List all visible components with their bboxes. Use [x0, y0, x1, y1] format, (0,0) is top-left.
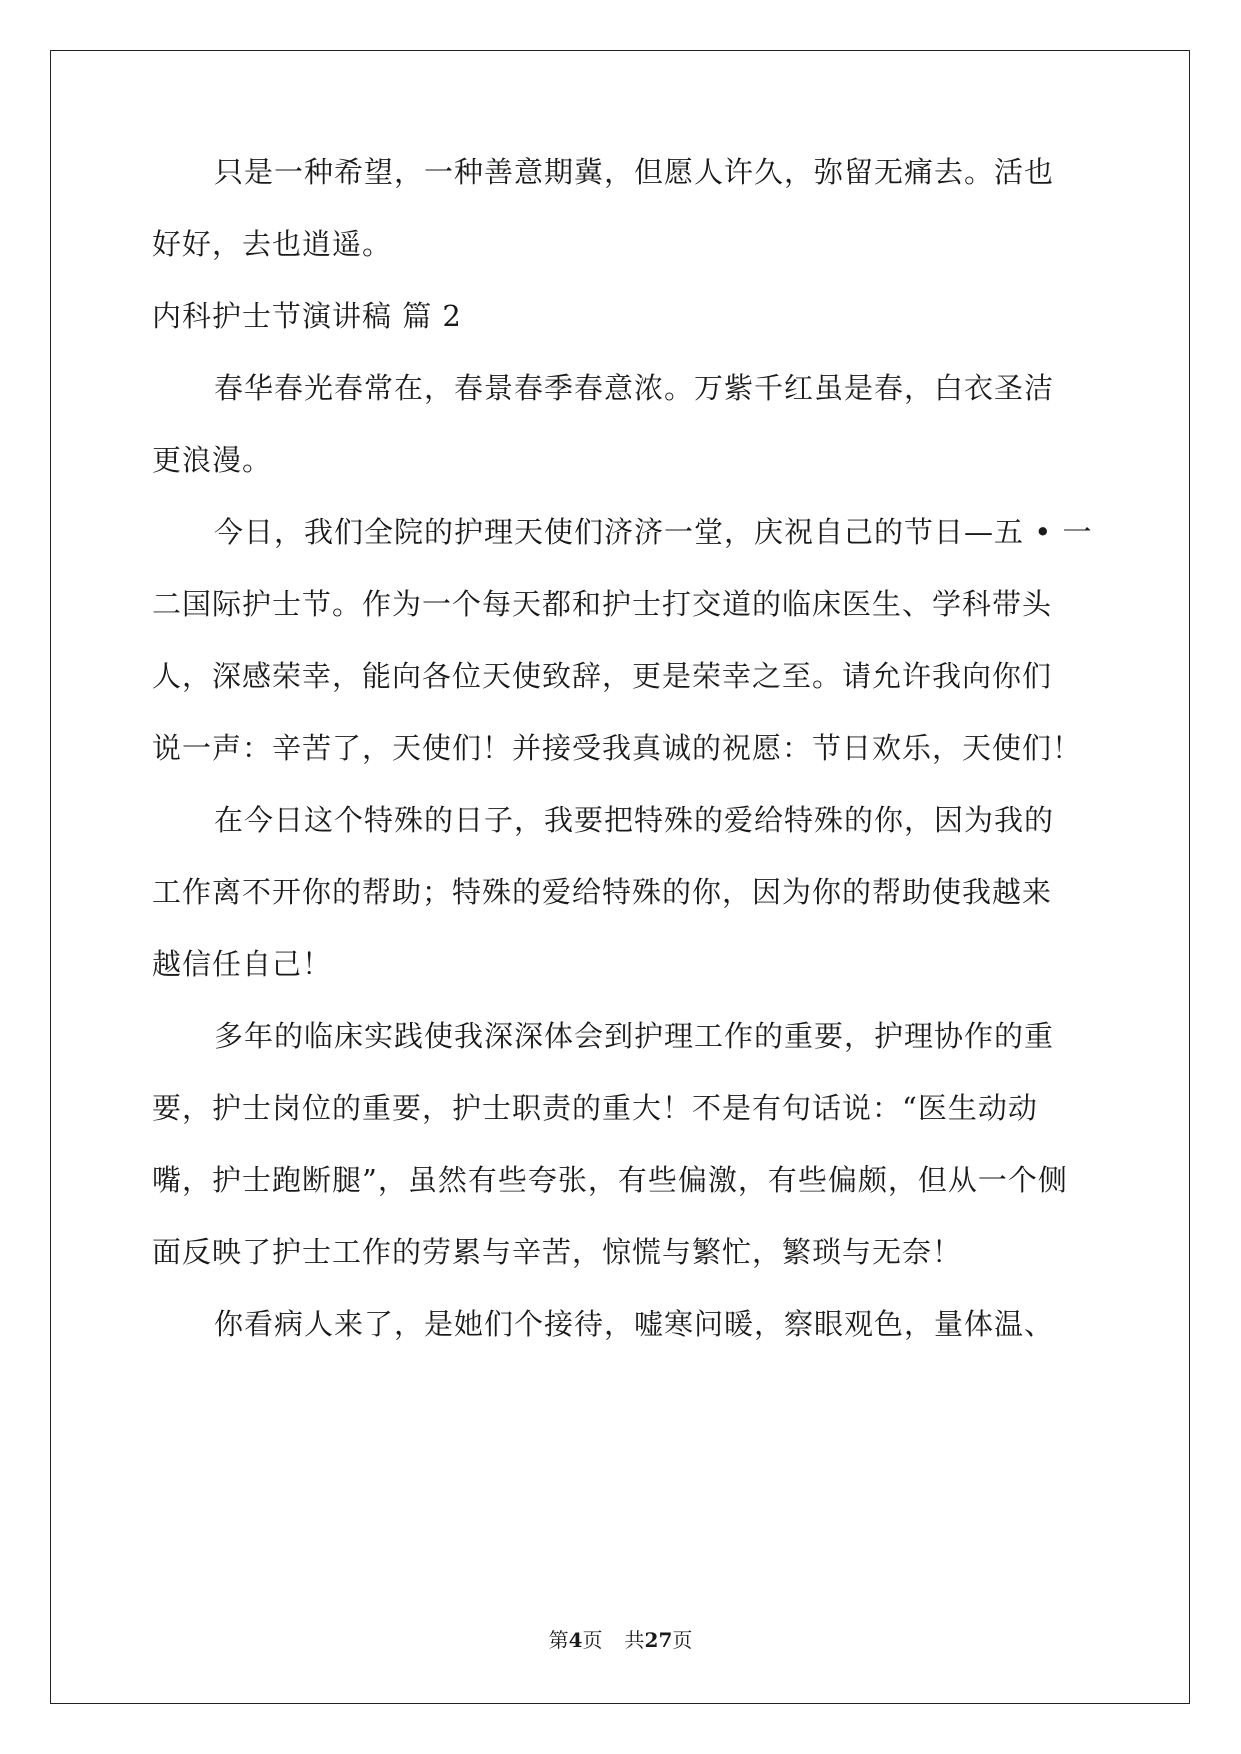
body-text-line: 今日，我们全院的护理天使们济济一堂，庆祝自己的节日—五 • 一 [214, 515, 1093, 549]
body-text-line: 面反映了护士工作的劳累与辛苦，惊慌与繁忙，繁琐与无奈！ [152, 1235, 963, 1269]
body-text-line: 嘴，护士跑断腿”，虽然有些夸张，有些偏激，有些偏颇，但从一个侧 [152, 1163, 1068, 1197]
body-text-line: 二国际护士节。作为一个每天都和护士打交道的临床医生、学科带头 [152, 587, 1053, 621]
body-text-line: 春华春光春常在，春景春季春意浓。万紫千红虽是春，白衣圣洁 [214, 371, 1055, 405]
body-text-line: 更浪漫。 [152, 443, 273, 477]
body-text-line: 越信任自己！ [152, 947, 333, 981]
total-page-count: 27 [644, 1628, 673, 1652]
body-text-line: 多年的临床实践使我深深体会到护理工作的重要，护理协作的重 [214, 1019, 1055, 1053]
body-text-line: 要，护士岗位的重要，护士职责的重大！不是有句话说：“医生动动 [152, 1091, 1038, 1125]
section-heading: 内科护士节演讲稿 篇 2 [152, 299, 462, 333]
body-text-line: 人，深感荣幸，能向各位天使致辞，更是荣幸之至。请允许我向你们 [152, 659, 1053, 693]
body-text-line: 你看病人来了，是她们个接待，嘘寒问暖，察眼观色，量体温、 [214, 1307, 1055, 1341]
body-text-line: 工作离不开你的帮助；特殊的爱给特殊的你，因为你的帮助使我越来 [152, 875, 1053, 909]
current-page-number: 4 [568, 1628, 583, 1652]
page-suffix: 页 [582, 1628, 603, 1652]
total-suffix: 页 [672, 1628, 693, 1652]
page-footer [0, 1628, 1241, 1652]
body-text-line: 好好，去也逍遥。 [152, 227, 393, 261]
body-text-line: 说一声：辛苦了，天使们！并接受我真诚的祝愿：节日欢乐，天使们！ [152, 731, 1083, 765]
body-text-line: 在今日这个特殊的日子，我要把特殊的爱给特殊的你，因为我的 [214, 803, 1055, 837]
total-prefix: 共 [624, 1628, 645, 1652]
body-text-line: 只是一种希望，一种善意期冀，但愿人许久，弥留无痛去。活也 [214, 155, 1055, 189]
page-prefix: 第 [548, 1628, 569, 1652]
